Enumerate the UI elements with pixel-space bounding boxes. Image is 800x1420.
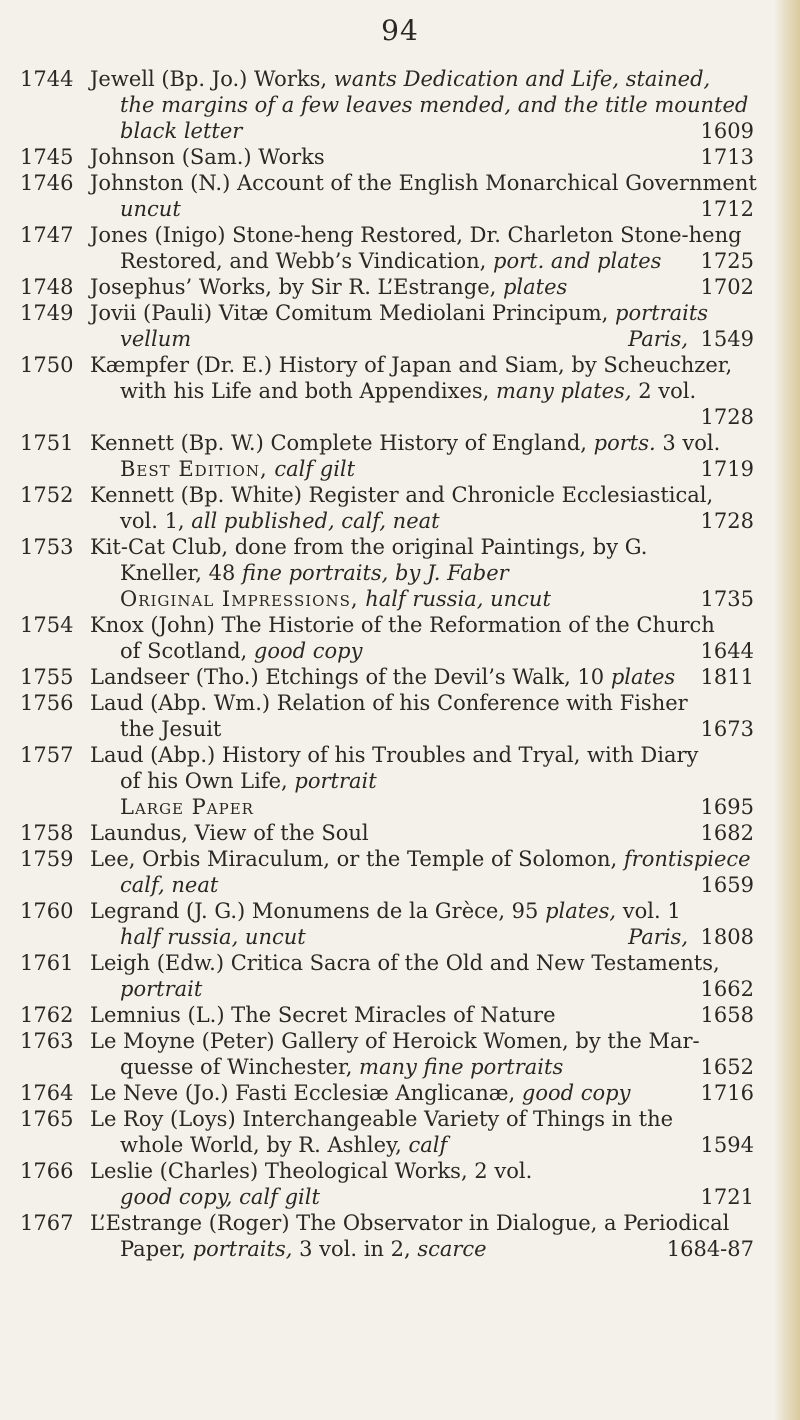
entry-date: 1659 bbox=[700, 873, 754, 897]
lot-number: 1748 bbox=[20, 275, 74, 299]
lot-number: 1746 bbox=[20, 171, 74, 195]
catalogue-entry bbox=[0, 898, 800, 950]
catalogue-entry bbox=[0, 482, 800, 534]
entry-date: 1712 bbox=[700, 197, 754, 221]
lot-number: 1762 bbox=[20, 1003, 74, 1027]
entry-date: 1682 bbox=[700, 821, 754, 845]
lot-number: 1750 bbox=[20, 353, 74, 377]
entry-note: good copy bbox=[253, 639, 363, 663]
entry-date: 1658 bbox=[700, 1003, 754, 1027]
entry-note: many fine portraits bbox=[359, 1055, 564, 1079]
entry-title: Jovii (Pauli) Vitæ Comitum Mediolani Principum, bbox=[90, 301, 616, 325]
entry-date: 1695 bbox=[700, 795, 754, 819]
catalogue-entry bbox=[0, 820, 800, 846]
entry-place: Paris, bbox=[628, 327, 688, 351]
entry-title: Leslie (Charles) Theological Works, 2 vol. bbox=[90, 1159, 533, 1183]
catalogue-entry bbox=[0, 950, 800, 1002]
lot-number: 1758 bbox=[20, 821, 74, 845]
entry-note: frontispiece bbox=[623, 847, 751, 871]
entry-note: half russia, uncut bbox=[358, 587, 551, 611]
catalogue-entry bbox=[0, 1106, 800, 1158]
entry-date: 1725 bbox=[700, 249, 754, 273]
entry-title: Josephus’ Works, by Sir R. L’Estrange, bbox=[90, 275, 503, 299]
entry-place: Paris, bbox=[628, 925, 688, 949]
entry-title: Le Moyne (Peter) Gallery of Heroick Women, by the Mar- bbox=[90, 1029, 700, 1053]
catalogue-entry bbox=[0, 1080, 800, 1106]
entry-title: Leigh (Edw.) Critica Sacra of the Old and New Testaments, bbox=[90, 951, 720, 975]
lot-number: 1757 bbox=[20, 743, 74, 767]
catalogue-entry bbox=[0, 66, 800, 144]
entry-edition: Large Paper bbox=[120, 795, 254, 819]
entry-note: good copy, calf gilt bbox=[120, 1185, 320, 1209]
catalogue-entry bbox=[0, 352, 800, 430]
catalogue-entry bbox=[0, 1210, 800, 1262]
entry-date: 1684-87 bbox=[666, 1237, 754, 1261]
catalogue-entry bbox=[0, 1158, 800, 1210]
catalogue-entry bbox=[0, 664, 800, 690]
catalogue-entry bbox=[0, 534, 800, 612]
entry-note: black letter bbox=[120, 119, 243, 143]
entry-note: calf bbox=[408, 1133, 448, 1157]
entry-note: many plates, bbox=[496, 379, 632, 403]
entry-date: 1713 bbox=[700, 145, 754, 169]
entry-text: 2 vol. bbox=[631, 379, 697, 403]
catalogue-entry bbox=[0, 1028, 800, 1080]
entry-text: vol. 1 bbox=[616, 899, 681, 923]
catalogue-entry bbox=[0, 430, 800, 482]
entry-text: Restored, and Webb’s Vindication, bbox=[120, 249, 493, 273]
entry-title: Jones (Inigo) Stone-heng Restored, Dr. Charleton Stone-heng bbox=[90, 223, 742, 247]
lot-number: 1756 bbox=[20, 691, 74, 715]
entry-title: Le Roy (Loys) Interchangeable Variety of Things in the bbox=[90, 1107, 674, 1131]
entry-note: plates bbox=[502, 275, 568, 299]
entry-note: portraits bbox=[615, 301, 709, 325]
entry-date: 1609 bbox=[700, 119, 754, 143]
entry-note: scarce bbox=[417, 1237, 487, 1261]
page-number: 94 bbox=[381, 14, 419, 47]
catalogue-entry bbox=[0, 274, 800, 300]
entry-date: 1594 bbox=[700, 1133, 754, 1157]
entry-date: 1735 bbox=[700, 587, 754, 611]
entry-title: Lemnius (L.) The Secret Miracles of Nature bbox=[90, 1003, 556, 1027]
entry-date: 1652 bbox=[700, 1055, 754, 1079]
entry-title: Legrand (J. G.) Monumens de la Grèce, 95 bbox=[90, 899, 546, 923]
entry-date: 1719 bbox=[700, 457, 754, 481]
catalogue-entry bbox=[0, 1002, 800, 1028]
entry-note: portraits, bbox=[192, 1237, 293, 1261]
entry-title: Lee, Orbis Miraculum, or the Temple of Solomon, bbox=[90, 847, 624, 871]
entry-date: 1728 bbox=[700, 509, 754, 533]
entry-note: vellum bbox=[120, 327, 192, 351]
entry-title: Kæmpfer (Dr. E.) History of Japan and Siam, by Scheuchzer, bbox=[90, 353, 733, 377]
entry-date: 1662 bbox=[700, 977, 754, 1001]
entry-text: the Jesuit bbox=[120, 717, 222, 741]
entry-note: plates, bbox=[545, 899, 617, 923]
entry-note: portrait bbox=[120, 977, 203, 1001]
catalogue-entry bbox=[0, 222, 800, 274]
entry-title: Kennett (Bp. W.) Complete History of England, bbox=[90, 431, 594, 455]
entry-note: wants Dedication and Life, stained, bbox=[333, 67, 711, 91]
catalogue-entry bbox=[0, 300, 800, 352]
entry-text: 3 vol. bbox=[655, 431, 721, 455]
entry-title: Landseer (Tho.) Etchings of the Devil’s Walk, 10 bbox=[90, 665, 611, 689]
entry-date: 1811 bbox=[700, 665, 754, 689]
entry-title: Laundus, View of the Soul bbox=[90, 821, 369, 845]
entry-text: vol. 1, bbox=[120, 509, 192, 533]
entry-date: 1673 bbox=[700, 717, 754, 741]
entry-title: Jewell (Bp. Jo.) Works, bbox=[90, 67, 334, 91]
lot-number: 1759 bbox=[20, 847, 74, 871]
entry-note: uncut bbox=[120, 197, 181, 221]
entry-note: plates bbox=[610, 665, 676, 689]
lot-number: 1751 bbox=[20, 431, 74, 455]
lot-number: 1760 bbox=[20, 899, 74, 923]
catalogue-entry bbox=[0, 690, 800, 742]
entry-note: ports. bbox=[593, 431, 656, 455]
entry-note: the margins of a few leaves mended, and the title mounted bbox=[120, 93, 749, 117]
lot-number: 1745 bbox=[20, 145, 74, 169]
entry-date: 1716 bbox=[700, 1081, 754, 1105]
entry-title: Le Neve (Jo.) Fasti Ecclesiæ Anglicanæ, bbox=[90, 1081, 522, 1105]
entry-title: Laud (Abp. Wm.) Relation of his Conference with Fisher bbox=[90, 691, 688, 715]
entry-text: whole World, by R. Ashley, bbox=[120, 1133, 409, 1157]
catalogue-entry bbox=[0, 170, 800, 222]
lot-number: 1763 bbox=[20, 1029, 74, 1053]
entry-title: Laud (Abp.) History of his Troubles and Tryal, with Diary bbox=[90, 743, 699, 767]
entry-note: portrait bbox=[294, 769, 377, 793]
entry-note: all published, calf, neat bbox=[191, 509, 440, 533]
entry-title: Johnson (Sam.) Works bbox=[90, 145, 325, 169]
entry-note: port. and plates bbox=[493, 249, 662, 273]
entry-title: Kennett (Bp. White) Register and Chronicle Ecclesiastical, bbox=[90, 483, 714, 507]
entry-title: L’Estrange (Roger) The Observator in Dialogue, a Periodical bbox=[90, 1211, 730, 1235]
lot-number: 1744 bbox=[20, 67, 74, 91]
entry-note: fine portraits, by J. Faber bbox=[241, 561, 509, 585]
catalogue-entry bbox=[0, 742, 800, 820]
entry-edition: Original Impressions, bbox=[120, 587, 359, 611]
entry-edition: Best Edition, bbox=[120, 457, 268, 481]
lot-number: 1761 bbox=[20, 951, 74, 975]
entry-text: 3 vol. in 2, bbox=[292, 1237, 418, 1261]
entry-note: calf gilt bbox=[267, 457, 356, 481]
entry-text: Paper, bbox=[120, 1237, 193, 1261]
lot-number: 1752 bbox=[20, 483, 74, 507]
lot-number: 1764 bbox=[20, 1081, 74, 1105]
lot-number: 1766 bbox=[20, 1159, 74, 1183]
lot-number: 1753 bbox=[20, 535, 74, 559]
lot-number: 1765 bbox=[20, 1107, 74, 1131]
lot-number: 1767 bbox=[20, 1211, 74, 1235]
catalogue-entry bbox=[0, 144, 800, 170]
lot-number: 1749 bbox=[20, 301, 74, 325]
lot-number: 1747 bbox=[20, 223, 74, 247]
entry-date: 1549 bbox=[700, 327, 754, 351]
entry-text: of his Own Life, bbox=[120, 769, 295, 793]
entry-note: good copy bbox=[521, 1081, 631, 1105]
entry-title: Knox (John) The Historie of the Reformation of the Church bbox=[90, 613, 715, 637]
entry-title: Johnston (N.) Account of the English Monarchical Government bbox=[90, 171, 757, 195]
entry-text: of Scotland, bbox=[120, 639, 254, 663]
catalogue-entry bbox=[0, 612, 800, 664]
catalogue-entries bbox=[0, 66, 800, 1262]
lot-number: 1754 bbox=[20, 613, 74, 637]
lot-number: 1755 bbox=[20, 665, 74, 689]
entry-date: 1644 bbox=[700, 639, 754, 663]
entry-title: Kit-Cat Club, done from the original Paintings, by G. bbox=[90, 535, 648, 559]
entry-note: calf, neat bbox=[120, 873, 219, 897]
entry-text: Kneller, 48 bbox=[120, 561, 242, 585]
entry-text: quesse of Winchester, bbox=[120, 1055, 360, 1079]
entry-note: half russia, uncut bbox=[120, 925, 306, 949]
entry-date: 1728 bbox=[700, 405, 754, 429]
entry-date: 1702 bbox=[700, 275, 754, 299]
entry-date: 1721 bbox=[700, 1185, 754, 1209]
entry-date: 1808 bbox=[700, 925, 754, 949]
entry-text: with his Life and both Appendixes, bbox=[120, 379, 497, 403]
catalogue-entry bbox=[0, 846, 800, 898]
